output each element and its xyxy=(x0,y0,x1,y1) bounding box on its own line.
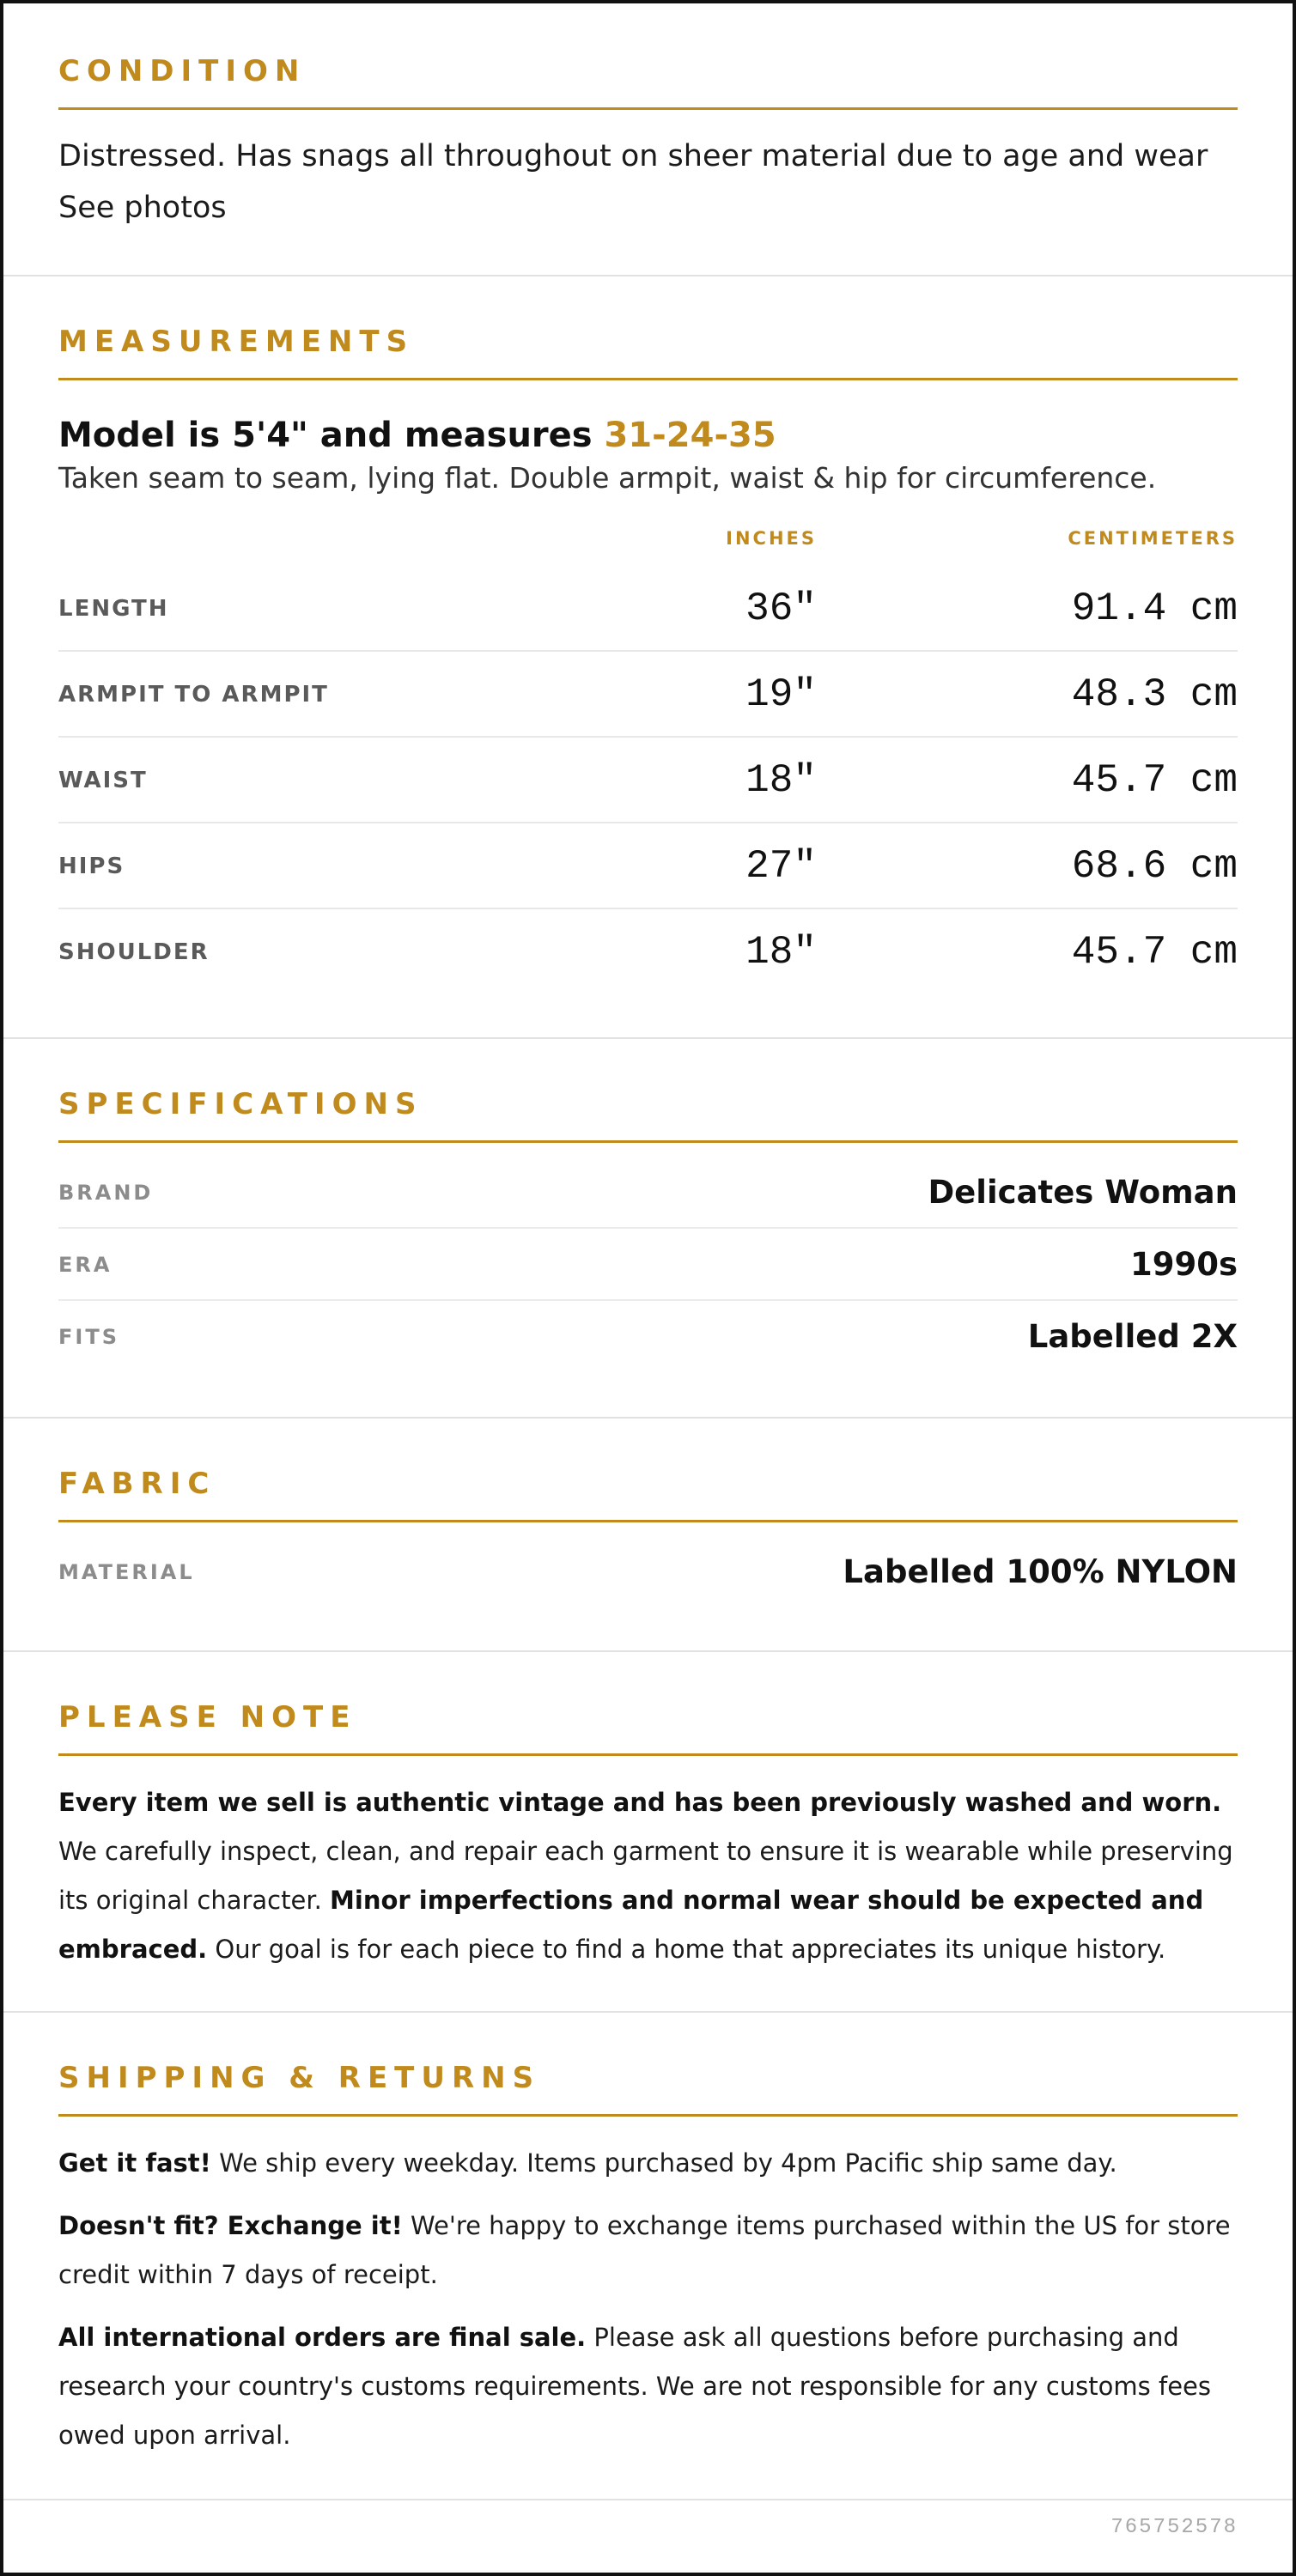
fabric-heading: FABRIC xyxy=(58,1467,216,1501)
exchange-policy-detail: We're happy to exchange items purchased within the US for store credit within 7 days of receipt. xyxy=(58,2211,1231,2289)
measurement-row xyxy=(58,652,1238,738)
note-text-1: We carefully inspect, clean, and repair each garment to ensure it is wearable while preserving its original character. xyxy=(58,1837,1233,1915)
spec-label: BRAND xyxy=(58,1181,154,1205)
measurement-inches: 18" xyxy=(745,930,817,975)
note-bold-2: Minor imperfections and normal wear should be expected and embraced. xyxy=(58,1886,1204,1964)
shipping-heading: SHIPPING & RETURNS xyxy=(58,2061,541,2095)
measurement-cm: 68.6 cm xyxy=(1071,844,1238,889)
international-policy-detail: Please ask all questions before purchasing and research your country's customs requirements. We are not responsible for any customs fees owed upon arrival. xyxy=(58,2323,1211,2450)
note-bold-1: Every item we sell is authentic vintage and has been previously washed and worn. xyxy=(58,1788,1222,1817)
measurement-cm: 45.7 cm xyxy=(1071,758,1238,803)
model-prefix: Model is 5'4" and measures xyxy=(58,416,605,455)
item-id: 765752578 xyxy=(1110,2516,1238,2539)
spec-row xyxy=(58,1229,1238,1301)
measurement-label: WAIST xyxy=(58,768,148,793)
please-note-divider xyxy=(58,1753,1238,1756)
measurement-cm: 45.7 cm xyxy=(1071,930,1238,975)
fabric-list xyxy=(58,1536,1238,1608)
exchange-policy-bold: Doesn't fit? Exchange it! xyxy=(58,2211,403,2240)
shipping-paragraphs xyxy=(58,2139,1238,2460)
centimeters-column-label: CENTIMETERS xyxy=(1068,528,1238,549)
international-policy-text xyxy=(58,2313,1238,2460)
specifications-divider xyxy=(58,1140,1238,1143)
measurement-cm: 91.4 cm xyxy=(1071,586,1238,631)
measurement-row xyxy=(58,738,1238,823)
shipping-divider xyxy=(58,2114,1238,2117)
spec-row xyxy=(58,1301,1238,1373)
spec-label: MATERIAL xyxy=(58,1560,195,1584)
measurement-cm: 48.3 cm xyxy=(1071,672,1238,717)
specifications-heading: SPECIFICATIONS xyxy=(58,1087,423,1121)
measurement-column-headers xyxy=(58,514,1238,566)
measurement-row xyxy=(58,566,1238,652)
fabric-section xyxy=(3,1419,1293,1652)
shipping-speed-bold: Get it fast! xyxy=(58,2148,211,2178)
please-note-heading: PLEASE NOTE xyxy=(58,1700,357,1735)
measurement-label: HIPS xyxy=(58,854,125,879)
measurement-note: Taken seam to seam, lying flat. Double armpit, waist & hip for circumference. xyxy=(58,461,1157,495)
condition-divider xyxy=(58,107,1238,110)
spec-value: Delicates Woman xyxy=(928,1174,1238,1211)
spec-value: Labelled 100% NYLON xyxy=(843,1553,1238,1590)
specifications-list xyxy=(58,1157,1238,1373)
model-measure-value: 31-24-35 xyxy=(604,416,776,455)
measurement-row xyxy=(58,823,1238,909)
measurement-inches: 27" xyxy=(745,844,817,889)
spec-label: ERA xyxy=(58,1253,113,1277)
shipping-speed-text xyxy=(58,2139,1238,2188)
condition-heading: CONDITION xyxy=(58,54,307,88)
condition-section xyxy=(3,3,1293,276)
measurement-label: ARMPIT TO ARMPIT xyxy=(58,682,329,708)
spec-row xyxy=(58,1536,1238,1608)
note-text-2: Our goal is for each piece to find a home that appreciates its unique history. xyxy=(207,1935,1166,1964)
exchange-policy-text xyxy=(58,2202,1238,2300)
please-note-section xyxy=(3,1652,1293,2013)
spec-value: 1990s xyxy=(1129,1246,1238,1283)
measurement-table xyxy=(58,566,1238,995)
measurement-inches: 19" xyxy=(745,672,817,717)
specifications-section xyxy=(3,1039,1293,1419)
measurement-label: LENGTH xyxy=(58,596,169,622)
spec-row xyxy=(58,1157,1238,1229)
international-policy-bold: All international orders are final sale. xyxy=(58,2323,587,2352)
inches-column-label: INCHES xyxy=(726,528,817,549)
spec-value: Labelled 2X xyxy=(1027,1318,1238,1355)
model-measurements xyxy=(58,411,1238,459)
measurement-label: SHOULDER xyxy=(58,939,210,965)
spec-label: FITS xyxy=(58,1325,119,1349)
measurements-heading: MEASUREMENTS xyxy=(58,325,415,359)
shipping-section xyxy=(3,2013,1293,2500)
shipping-speed-detail: We ship every weekday. Items purchased by 4pm Pacific ship same day. xyxy=(210,2148,1117,2178)
measurement-inches: 18" xyxy=(745,758,817,803)
measurement-inches: 36" xyxy=(745,586,817,631)
please-note-text xyxy=(58,1778,1238,1974)
fabric-divider xyxy=(58,1520,1238,1522)
condition-text: Distressed. Has snags all throughout on sheer material due to age and wear See photos xyxy=(58,139,1208,225)
measurement-row xyxy=(58,909,1238,995)
measurements-section xyxy=(3,276,1293,1039)
measurements-divider xyxy=(58,378,1238,380)
